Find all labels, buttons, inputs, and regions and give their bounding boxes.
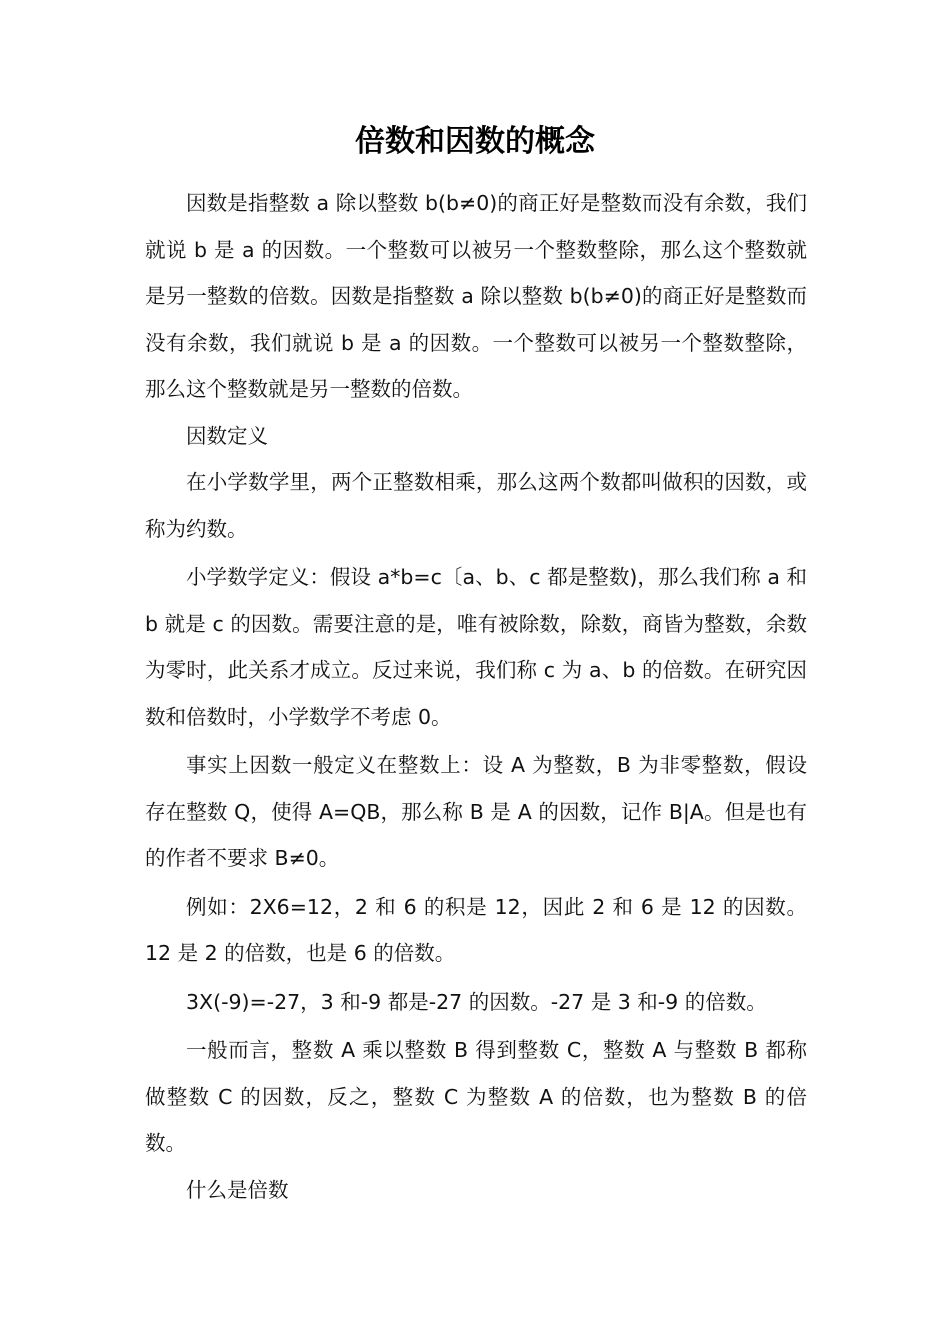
paragraph-example-2: 3X(-9)=-27，3 和-9 都是-27 的因数。-27 是 3 和-9 的倍数。 [186, 989, 767, 1014]
paragraph-primary-definition: 在小学数学里，两个正整数相乘，那么这两个数都叫做积的因数，或称为约数。 [145, 470, 807, 541]
paragraph-general-definition: 事实上因数一般定义在整数上：设 A 为整数，B 为非零整数，假设存在整数 Q，使得 A=QB，那么称 B 是 A 的因数，记作 B|A。但是也有的作者不要求 B≠0。 [145, 753, 807, 870]
paragraph-multiple-heading: 什么是倍数 [186, 1177, 289, 1202]
paragraph-example-1: 例如：2X6=12，2 和 6 的积是 12，因此 2 和 6 是 12 的因数。12 是 2 的倍数，也是 6 的倍数。 [145, 894, 807, 965]
document-title: 倍数和因数的概念 [355, 124, 595, 159]
paragraph-factor-heading: 因数定义 [186, 423, 268, 448]
paragraph-general-statement: 一般而言，整数 A 乘以整数 B 得到整数 C，整数 A 与整数 B 都称做整数 C 的因数，反之，整数 C 为整数 A 的倍数，也为整数 B 的倍数。 [145, 1038, 807, 1155]
document-body [145, 180, 807, 1213]
paragraph-primary-math-definition: 小学数学定义：假设 a*b=c〔a、b、c 都是整数)，那么我们称 a 和 b 就是 c 的因数。需要注意的是，唯有被除数，除数，商皆为整数，余数为零时，此关系才成立。反过来说，我们称 c 为 a、b 的倍数。在研究因数和倍数时，小学数学不考虑 0。 [145, 565, 807, 729]
paragraph-definition: 因数是指整数 a 除以整数 b(b≠0)的商正好是整数而没有余数，我们就说 b 是 a 的因数。一个整数可以被另一个整数整除，那么这个整数就是另一整数的倍数。因数是指整数 a 除以整数 b(b≠0)的商正好是整数而没有余数，我们就说 b 是 a 的因数。一个整数可以被另一个整数整除，那么这个整数就是另一整数的倍数。 [145, 191, 807, 401]
